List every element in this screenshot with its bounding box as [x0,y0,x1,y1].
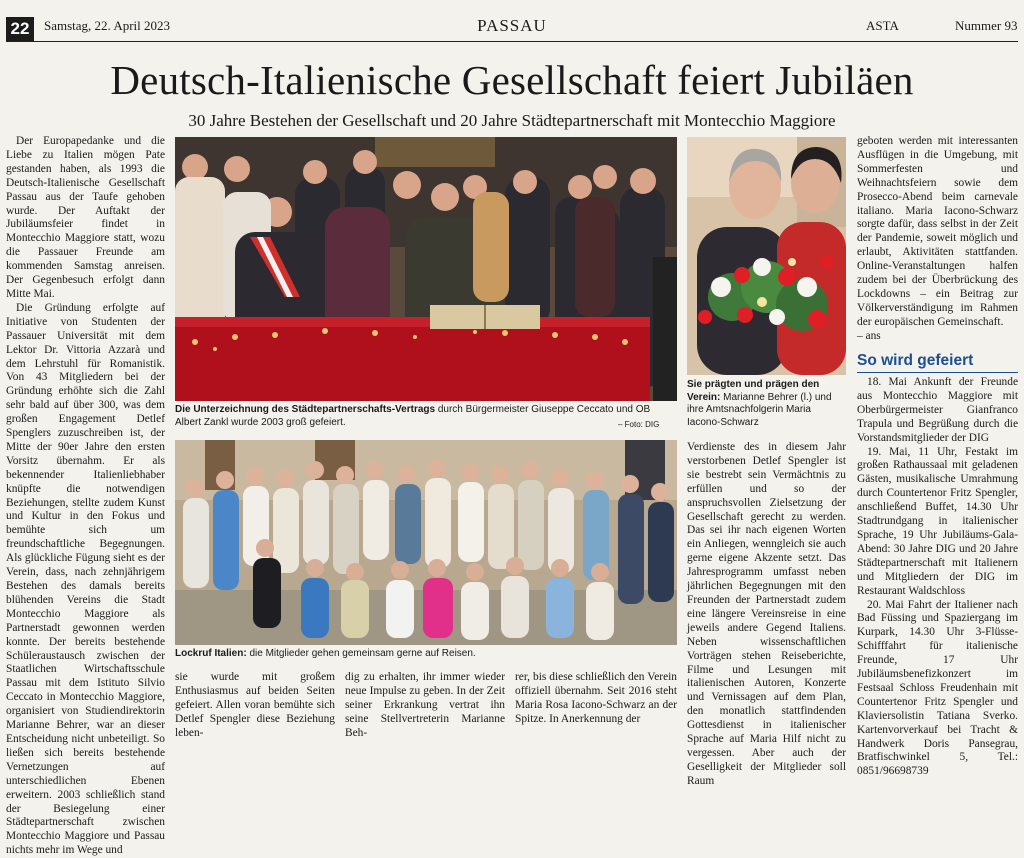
page-number-badge: 22 [6,17,34,41]
paragraph: geboten werden mit interessanten Ausflügen in die Umgebung, mit Sommerfesten und Weihnachtsfeiern sowie dem Prosecco-Abend beim carnevale italiano. Maria Iacono-Schwarz sorgte dafür, dass selbst in der Zeit der Pandemie, soweit möglich und erlaubt, Aktivitäten stattfanden. Online-Veranstaltungen halfen zudem bei der Überbrückung des Lockdowns – ein Beitrag zur Völkerverständigung im Rahmen der europäischen Gemeinschaft. [857,135,1018,328]
photo-chairwomen-portrait [687,137,846,375]
photo-signing-caption [175,404,677,430]
photo-group-caption [175,648,677,661]
section-name: PASSAU [477,16,547,35]
schedule-list [857,376,1018,778]
schedule-item: 18. Mai Ankunft der Freunde aus Montecchio Maggiore mit Oberbürgermeister Gianfranco Trapula und Begrüßung durch die Vorstandsmitglieder der DIG [857,376,1018,444]
article-column-1 [6,135,165,857]
paragraph: sie wurde mit großem Enthusiasmus auf beiden Seiten gefeiert. Allen voran bemühte sich Detlef Spengler diese Beziehung leben- [175,671,335,739]
article-column-5 [687,441,846,787]
caption-text: durch Bürgermeister Giuseppe Ceccato und OB Albert Zankl wurde 2003 groß gefeiert. [175,404,651,428]
issue-date: Samstag, 22. April 2023 [44,18,171,33]
article-headline: Deutsch-Italienische Gesellschaft feiert Jubiläen [110,57,914,103]
caption-lead: Sie prägten und prägen den Verein: [687,379,820,403]
article-subtitle: 30 Jahre Bestehen der Gesellschaft und 20 Jahre Städtepartnerschaft mit Montecchio Maggiore [188,111,836,130]
article-column-4 [515,671,677,741]
article-column-6 [857,135,1018,345]
article-column-2 [175,671,335,741]
paragraph: dig zu erhalten, ihr immer wieder neue Impulse zu geben. In der Zeit seiner Erkrankung vertrat ihn seine Stellvertreterin Marianne Beh- [345,671,505,739]
header-rule [6,41,1018,42]
caption-text: Marianne Behrer (l.) und ihre Amtsnachfolgerin Maria Iacono-Schwarz [687,391,832,428]
author-tag: ASTA [866,18,899,33]
paragraph: Verdienste des in diesem Jahr verstorbenen Detlef Spengler ist sie bestrebt sein Vermächtnis zu erfüllen und so der anspruchsvollen Zielsetzung der Gesellschaft gerecht zu werden. Das sei ihr nach eigenen Worten ein Anliegen, wenngleich sie auch gerne eigene Akzente setzt. Das Jahresprogramm umfasst neben jährlichen Begegnungen mit den Freunden der Partnerstadt zudem eine längere Vereinsreise in eine jeweils andere Gegend Italiens. Neben wissenschaftlichen Vorträgen stehen Reiseberichte, Filme und Lesungen mit italienischen Autoren, Konzerte und Vernissagen auf dem Plan, den monatlich stattfindenden Gottesdienst in italienischer Sprache auf Maria Hilf nicht zu vergessen. Aber auch der Geselligkeit der Mitglieder soll Raum [687,441,846,787]
schedule-rule [857,372,1018,373]
caption-lead: Lockruf Italien: [175,648,247,659]
schedule-heading: So wird gefeiert [857,352,974,369]
photo-signing-ceremony [175,137,677,401]
caption-text: die Mitglieder gehen gemeinsam gerne auf Reisen. [246,648,476,659]
issue-number: Nummer 93 [955,18,1018,33]
schedule-item: 20. Mai Fahrt der Italiener nach Bad Füssing und Spaziergang im Kurpark, 14.30 Uhr 3-Flüsse-Schifffahrt für italienische Freunde, 17 Uhr Jubiläumsbenefizkonzert im Festsaal Schloss Freudenhain mit Countertenor Fritz Spengler und Klaviersolistin Tatiana Sverko. Kartenvorverkauf bei Tracht & Handwerk Doris Pansegrau, Bratfischwinkel 5, Tel.: 0851/96698739 [857,598,1018,778]
photo-group-travel [175,440,677,645]
schedule-item: 19. Mai, 11 Uhr, Festakt im großen Rathaussaal mit geladenen Gästen, musikalische Umrahmung durch Countertenor Fritz Spengler, anschließend Buffet, 14.30 Uhr Stadtrundgang in italienischer Sprache, 19 Uhr Jubiläums-Gala-Abend: 30 Jahre DIG und 20 Jahre Städtepartnerschaft mit Italienern und Mitgliedern der DIG im Restaurant Waldschloss [857,445,1018,597]
photo-credit: – Foto: DIG [618,420,660,429]
paragraph: rer, bis diese schließlich den Verein offiziell übernahm. Seit 2016 steht Maria Rosa Iacono-Schwarz an der Spitze. In Anerkennung der [515,671,677,725]
article-column-3 [345,671,505,741]
photo-chairwomen-caption [687,379,846,431]
author-signature: – ans [857,329,881,342]
paragraph: Die Gründung erfolgte auf Initiative von Studenten der Passauer Universität mit dem Lektor Dr. Vittoria Azzarà und dem Lehrstuhl für Romanistik. Von 43 Mitgliedern bei der Gründung erhöhte sich die Zahl sehr bald auf über 300, was dem großen Engagement Detlef Spenglers zuzuschreiben ist, der Mitte der 90er Jahre den ersten Vorsitz übernahm. Er als bekennender Italienliebhaber knüpfte die notwendigen Beziehungen, stellte zudem Kunst und Kultur in den Fokus und bemühte sich um freundschaftliche Begegnungen. Als glückliche Fügung sieht es der Verein, dass, nach zehnjährigem Bestehen des damals bereits blühenden Vereins die Stadt Montecchio Maggiore als Partnerstadt gewonnen werden konnte. Der bereits bestehende Schüleraustausch zwischen der Staatlichen Wirtschaftsschule Passau mit dem Istituto Silvio Ceccato in Montecchio Maggiore, organisiert von Studiendirektorin Marianne Behrer, war an dieser Entscheidung nicht unbeteiligt. So ließen sich bereits bestehende Vernetzungen auf unterschiedlichen Ebenen erweitern. 2003 schließlich stand der Besiegelung einer Städtepartnerschaft zwischen Montecchio Maggiore und Passau nichts mehr im Wege und [6,301,165,857]
caption-lead: Die Unterzeichnung des Städtepartnerschafts-Vertrags [175,404,436,415]
paragraph: Der Europapedanke und die Liebe zu Italien mögen Pate gestanden haben, als 1993 die Deutsch-Italienische Gesellschaft Passau aus der Taufe gehoben wurde. Der Auftakt der Jubiläumsfeier findet in Montecchio Maggiore statt, wozu die Passauer Freunde am kommenden Samstag anreisen. Der Gegenbesuch erfolgt dann Mitte Mai. [6,135,165,300]
